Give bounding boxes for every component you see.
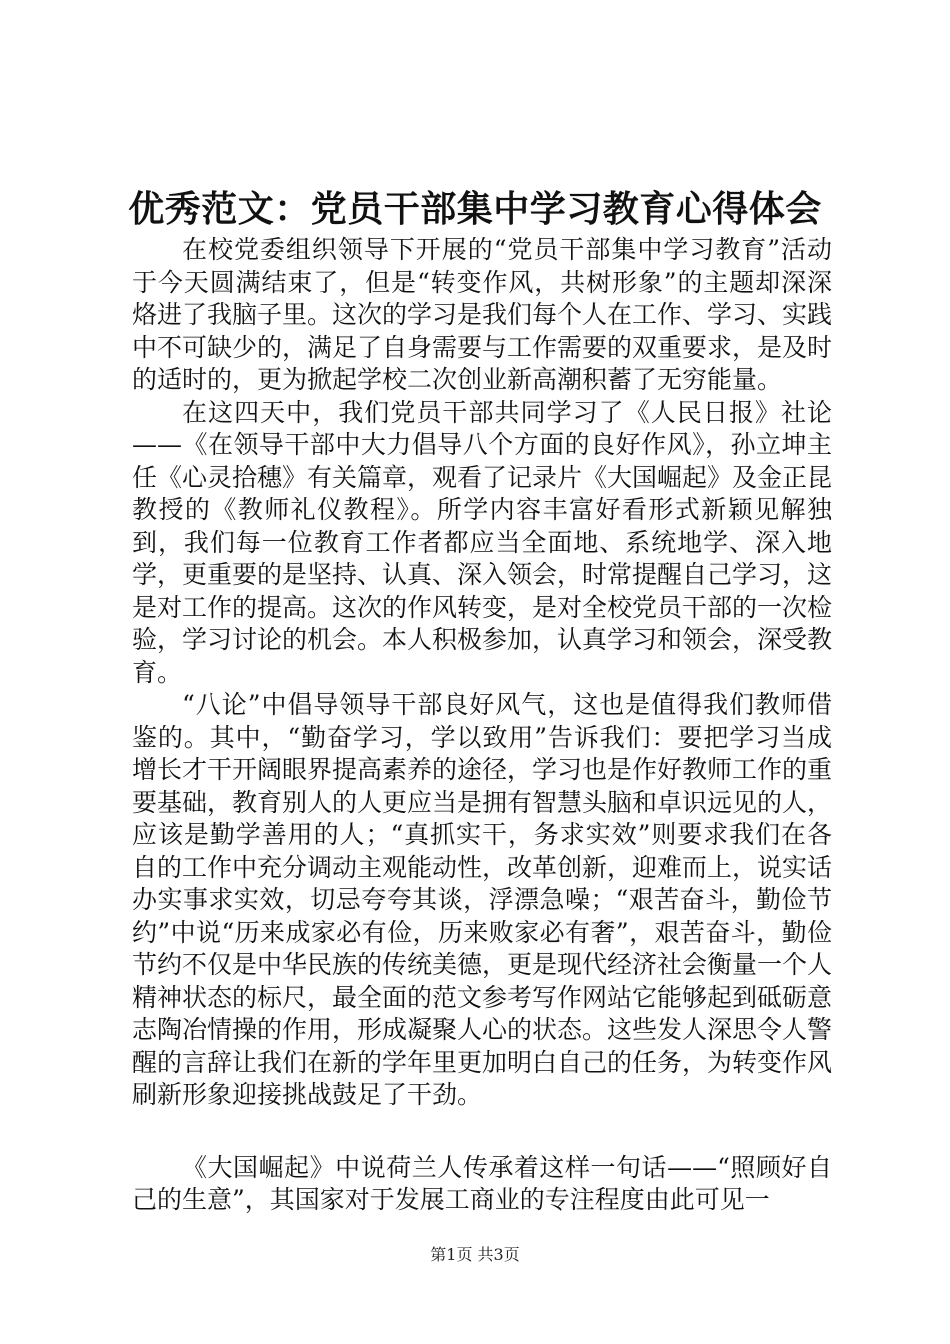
paragraph-2: 在这四天中，我们党员干部共同学习了《人民日报》社论——《在领导干部中大力倡导八个方面的良好作风》，孙立坤主任《心灵拾穗》有关篇章，观看了记录片《大国崛起》及金正昆教授的《教师礼仪教程》。所学内容丰富好看形式新颖见解独到，我们每一位教育工作者都应当全面地、系统地学、深入地学，更重要的是坚持、认真、深入领会，时常提醒自己学习，这是对工作的提高。这次的作风转变，是对全校党员干部的一次检验，学习讨论的机会。本人积极参加，认真学习和领会，深受教育。	[132, 397, 833, 687]
paragraph-1: 在校党委组织领导下开展的“党员干部集中学习教育”活动于今天圆满结束了，但是“转变作风，共树形象”的主题却深深烙进了我脑子里。这次的学习是我们每个人在工作、学习、实践中不可缺少的，满足了自身需要与工作需要的双重要求，是及时的适时的，更为掀起学校二次创业新高潮积蓄了无穷能量。	[132, 235, 833, 394]
document-title: 优秀范文：党员干部集中学习教育心得体会	[128, 188, 822, 230]
paragraph-spacer	[132, 1112, 832, 1152]
page-footer: 第1页 共3页	[430, 1245, 520, 1264]
paragraph-3: “八论”中倡导领导干部良好风气，这也是值得我们教师借鉴的。其中，“勤奋学习，学以致用”告诉我们：要把学习当成增长才干开阔眼界提高素养的途径，学习也是作好教师工作的重要基础，教育别人的人更应当是拥有智慧头脑和卓识远见的人，应该是勤学善用的人；“真抓实干，务求实效”则要求我们在各自的工作中充分调动主观能动性，改革创新，迎难而上，说实话办实事求实效，切忌夸夸其谈，浮漂急噪；“艰苦奋斗，勤俭节约”中说“历来成家必有俭，历来败家必有奢”，艰苦奋斗，勤俭节约不仅是中华民族的传统美德，更是现代经济社会衡量一个人精神状态的标尺，最全面的范文参考写作网站它能够起到砥砺意志陶冶情操的作用，形成凝聚人心的状态。这些发人深思令人警醒的言辞让我们在新的学年里更加明白自己的任务，为转变作风刷新形象迎接挑战鼓足了干劲。	[132, 690, 833, 1109]
paragraph-4: 《大国崛起》中说荷兰人传承着这样一句话——“照顾好自己的生意”，其国家对于发展工商业的专注程度由此可见一	[132, 1152, 832, 1214]
document-body	[132, 234, 832, 1217]
